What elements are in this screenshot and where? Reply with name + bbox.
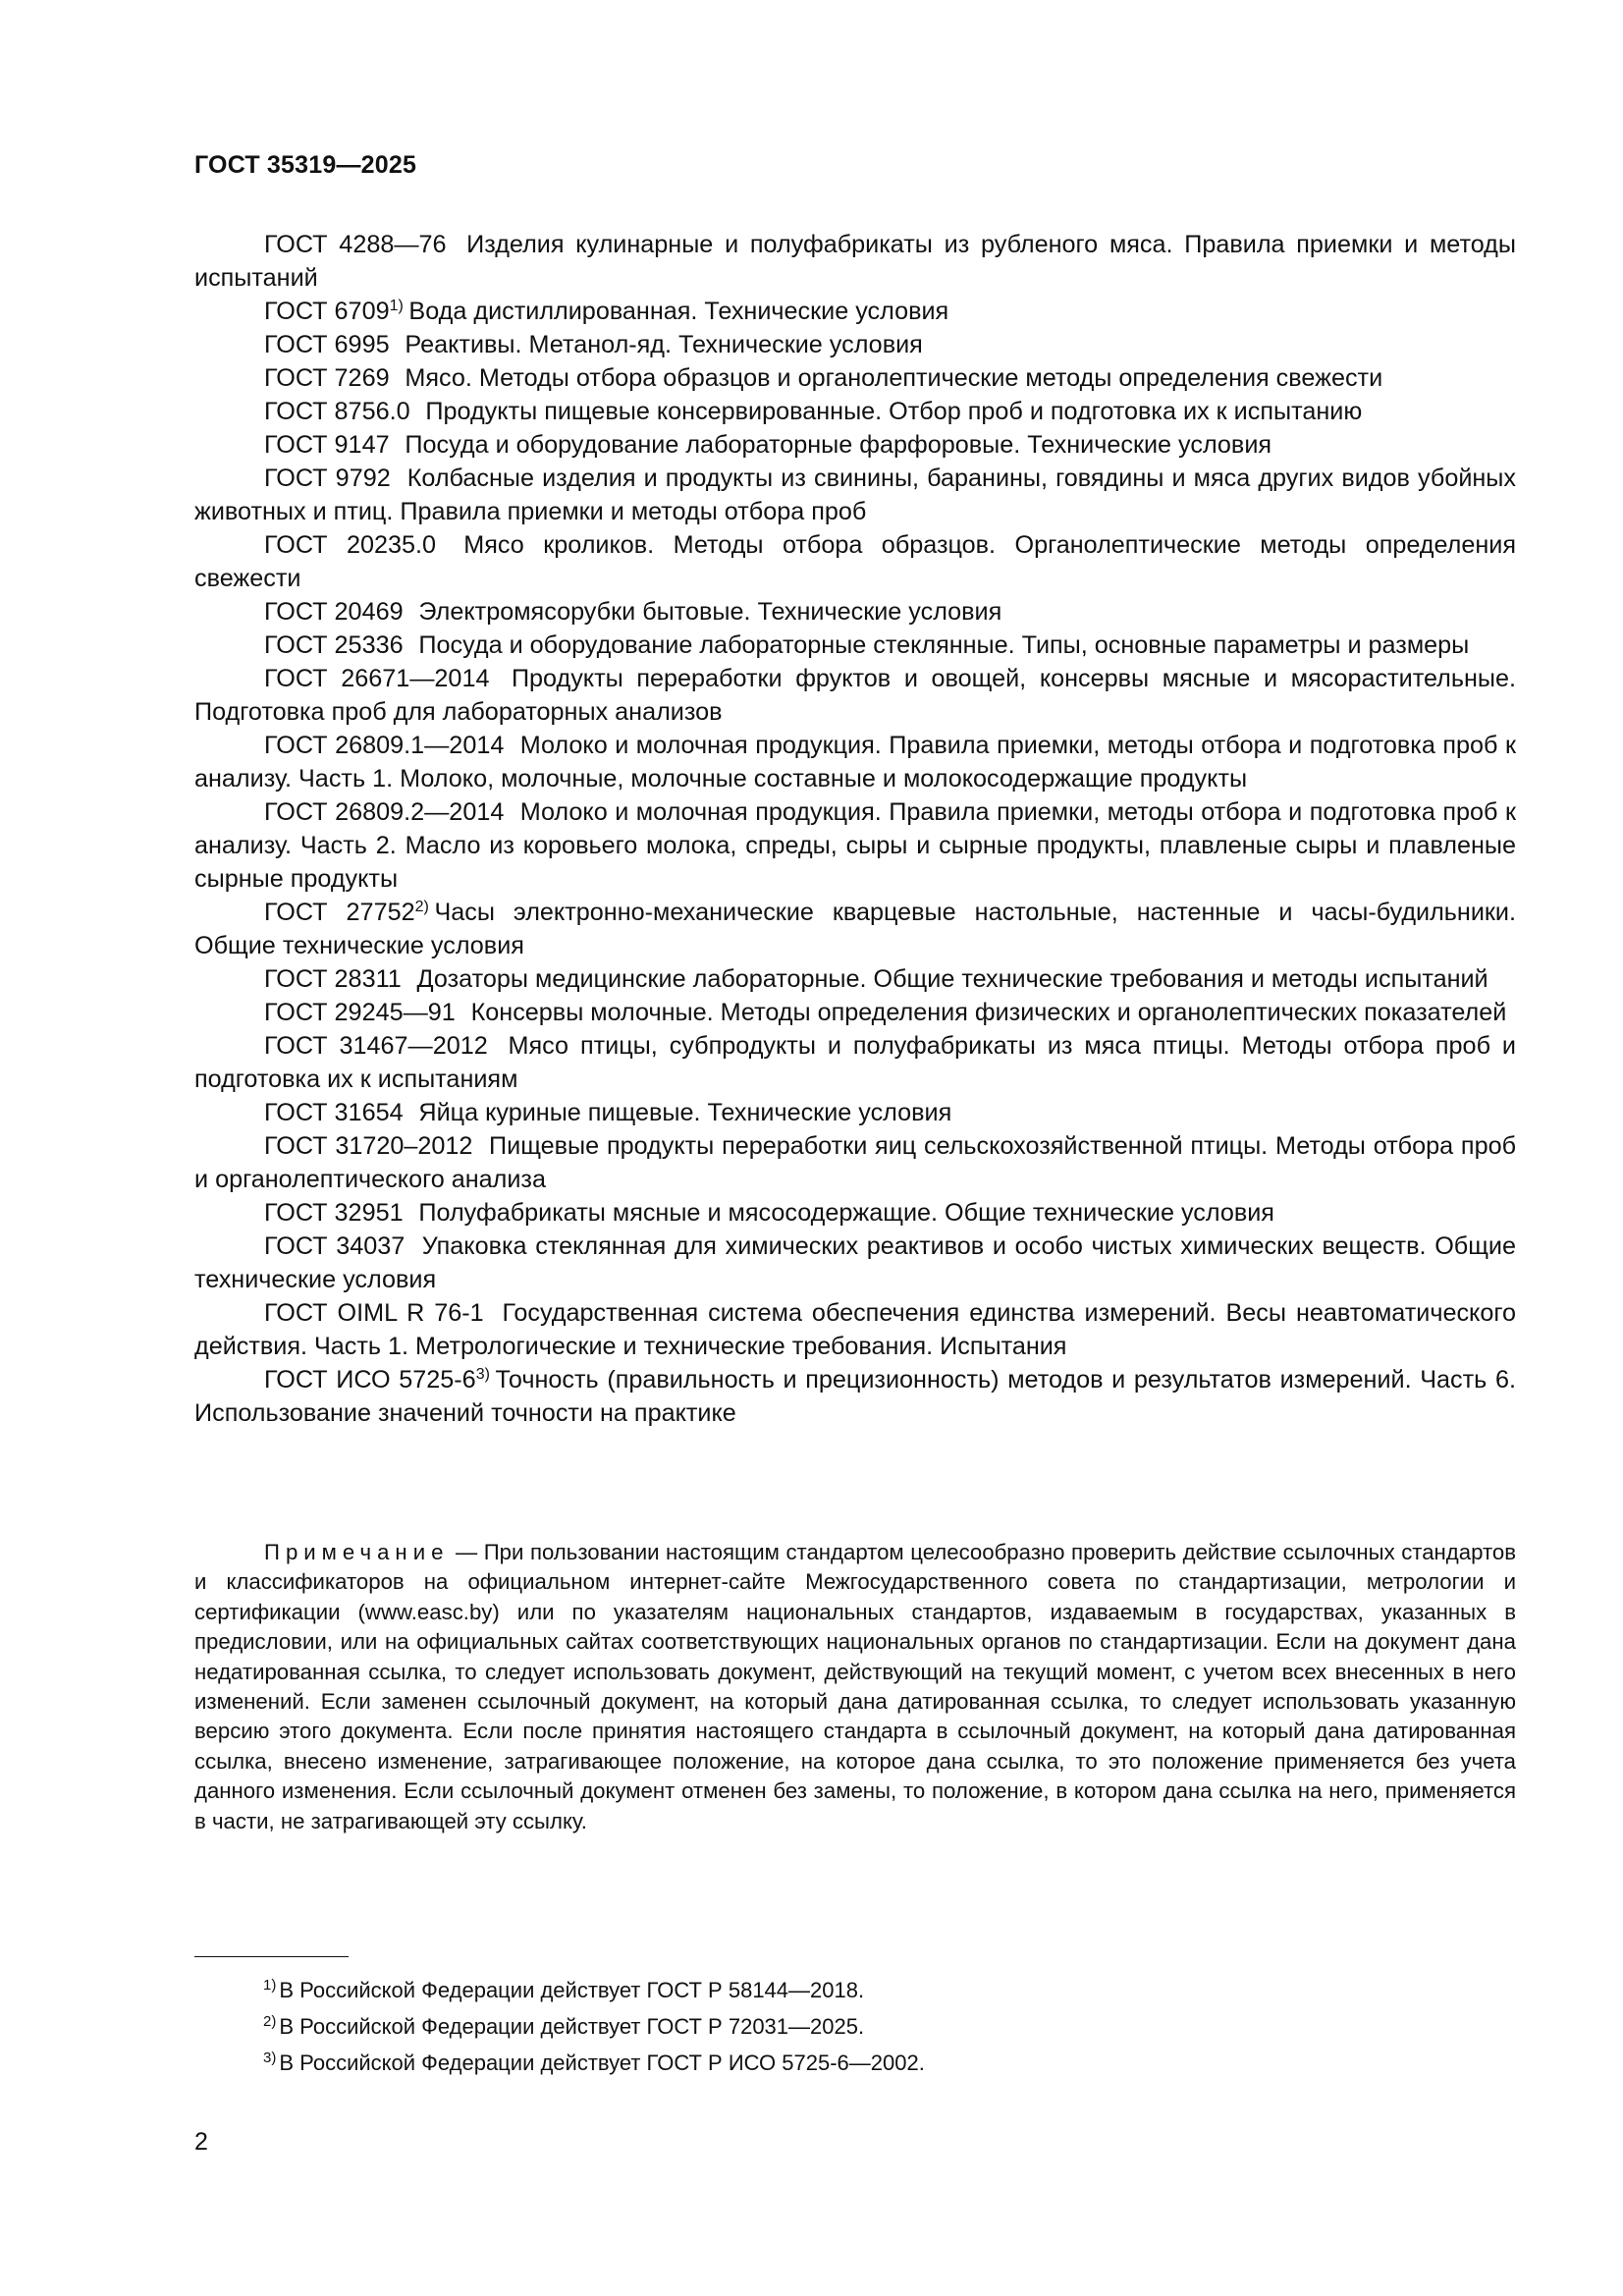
reference-code: ГОСТ 26809.2—2014: [264, 798, 505, 826]
footnote-text: В Российской Федерации действует ГОСТ Р 72031—2025.: [279, 2014, 865, 2039]
reference-code: ГОСТ 9147: [264, 431, 390, 459]
reference-code: ГОСТ OIML R 76-1: [264, 1299, 484, 1327]
reference-entry: [194, 1129, 1516, 1196]
reference-entry: [194, 662, 1516, 729]
reference-title: Мясо. Методы отбора образцов и органолептические методы определения свежести: [405, 364, 1383, 392]
reference-entry: [194, 328, 1516, 361]
reference-code: ГОСТ 7269: [264, 364, 390, 392]
reference-title: Государственная система обеспечения единства измерений. Весы неавтоматического действия. Часть 1. Метрологические и технические требования. Испытания: [194, 1299, 1517, 1360]
footnote-mark: 2): [263, 2013, 277, 2030]
reference-entry: [194, 729, 1516, 795]
reference-entry: [194, 629, 1516, 662]
reference-title: Яйца куриные пищевые. Технические условия: [418, 1099, 952, 1126]
reference-title: Продукты переработки фруктов и овощей, консервы мясные и мясорастительные. Подготовка проб для лабораторных анализов: [194, 665, 1517, 726]
document-header: ГОСТ 35319—2025: [194, 151, 417, 179]
reference-title: Молоко и молочная продукция. Правила приемки, методы отбора и подготовка проб к анализу. Часть 1. Молоко, молочные, молочные составные и молокосодержащие продукты: [194, 732, 1517, 793]
reference-entry: [194, 528, 1516, 595]
reference-entry: [194, 996, 1516, 1029]
footnote-mark: 3): [475, 1366, 490, 1383]
reference-code: ГОСТ 4288—76: [264, 231, 447, 258]
footnote: [263, 2012, 925, 2042]
reference-entry: [194, 962, 1516, 996]
reference-code: ГОСТ 6995: [264, 331, 390, 358]
reference-entry: [194, 1029, 1516, 1096]
reference-entry: [194, 428, 1516, 462]
reference-entry: [194, 896, 1516, 962]
reference-code: ГОСТ 31720–2012: [264, 1132, 473, 1160]
reference-code: ГОСТ 20235.0: [264, 531, 437, 559]
reference-entry: [194, 1196, 1516, 1230]
reference-title: Полуфабрикаты мясные и мясосодержащие. Общие технические условия: [418, 1199, 1274, 1227]
reference-title: Посуда и оборудование лабораторные фарфоровые. Технические условия: [405, 431, 1272, 459]
reference-entry: [194, 462, 1516, 528]
reference-title: Изделия кулинарные и полуфабрикаты из рубленого мяса. Правила приемки и методы испытаний: [194, 231, 1516, 292]
reference-code: ГОСТ 6709: [264, 298, 390, 325]
reference-title: Мясо птицы, субпродукты и полуфабрикаты из мяса птицы. Методы отбора проб и подготовка их к испытаниям: [194, 1032, 1517, 1093]
reference-title: Электромясорубки бытовые. Технические условия: [418, 598, 1002, 626]
reference-code: ГОСТ 8756.0: [264, 398, 410, 425]
footnote: [263, 1976, 925, 2005]
reference-code: ГОСТ 29245—91: [264, 999, 456, 1026]
reference-entry: [194, 295, 1516, 328]
reference-title: Продукты пищевые консервированные. Отбор проб и подготовка их к испытанию: [425, 398, 1363, 425]
reference-code: ГОСТ 28311: [264, 965, 402, 993]
reference-entry: [194, 1096, 1516, 1129]
reference-title: Дозаторы медицинские лабораторные. Общие технические требования и методы испытаний: [416, 965, 1488, 993]
reference-entry: [194, 228, 1516, 295]
reference-title: Посуда и оборудование лабораторные стеклянные. Типы, основные параметры и размеры: [418, 631, 1470, 659]
reference-code: ГОСТ 9792: [264, 465, 391, 492]
reference-title: Колбасные изделия и продукты из свинины, баранины, говядины и мяса других видов убойных животных и птиц. Правила приемки и методы отбора проб: [194, 465, 1517, 525]
reference-entry: [194, 1296, 1516, 1363]
usage-note: [194, 1538, 1516, 1836]
reference-code: ГОСТ 31467—2012: [264, 1032, 488, 1060]
reference-entry: [194, 395, 1516, 428]
reference-code: ГОСТ 32951: [264, 1199, 404, 1227]
footnote-mark: 1): [263, 1977, 277, 1994]
reference-code: ГОСТ 20469: [264, 598, 404, 626]
reference-title: Упаковка стеклянная для химических реактивов и особо чистых химических веществ. Общие технические условия: [194, 1232, 1517, 1293]
reference-title: Мясо кроликов. Методы отбора образцов. Органолептические методы определения свежести: [194, 531, 1517, 592]
reference-title: Реактивы. Метанол-яд. Технические условия: [405, 331, 923, 358]
reference-title: Точность (правильность и прецизионность) методов и результатов измерений. Часть 6. Использование значений точности на практике: [194, 1366, 1516, 1427]
reference-title: Часы электронно-механические кварцевые настольные, настенные и часы-будильники. Общие технические условия: [194, 899, 1517, 959]
reference-entry: [194, 1230, 1516, 1296]
reference-title: Консервы молочные. Методы определения физических и органолептических показателей: [470, 999, 1507, 1026]
reference-code: ГОСТ 26671—2014: [264, 665, 490, 692]
reference-code: ГОСТ 27752: [264, 899, 415, 926]
reference-title: Пищевые продукты переработки яиц сельскохозяйственной птицы. Методы отбора проб и органолептического анализа: [194, 1132, 1517, 1193]
footnote-mark: 3): [263, 2050, 277, 2066]
reference-code: ГОСТ 31654: [264, 1099, 404, 1126]
reference-entry: [194, 595, 1516, 629]
footnote-separator: [194, 1956, 349, 1957]
reference-entry: [194, 795, 1516, 896]
reference-title: Молоко и молочная продукция. Правила приемки, методы отбора и подготовка проб к анализу. Часть 2. Масло из коровьего молока, спреды, сыры и сырные продукты, плавленые сыры и плавленые сырные продукты: [194, 798, 1517, 893]
footnote-text: В Российской Федерации действует ГОСТ Р ИСО 5725-6—2002.: [279, 2050, 925, 2075]
note-label: Примечание: [264, 1540, 450, 1564]
reference-code: ГОСТ 25336: [264, 631, 404, 659]
footnote-mark: 1): [389, 298, 404, 314]
note-text: — При пользовании настоящим стандартом целесообразно проверить действие ссылочных стандартов и классификаторов на официальном интернет-сайте Межгосударственного совета по стандартизации, метрологии и сертификации (www.easc.by) или по указателям национальных стандартов, издаваемым в государствах, указанных в предисловии, или на официальных сайтах соответствующих национальных органов по стандартизации. Если на документ дана недатированная ссылка, то следует использовать документ, действующий на текущий момент, с учетом всех внесенных в него изменений. Если заменен ссылочный документ, на который дана датированная ссылка, то следует использовать указанную версию этого документа. Если после принятия настоящего стандарта в ссылочный документ, на который дана датированная ссылка, внесено изменение, затрагивающее положение, на которое дана ссылка, то это положение применяется без учета данного изменения. Если ссылочный документ отменен без замены, то положение, в котором дана ссылка на него, применяется в части, не затрагивающей эту ссылку.: [194, 1540, 1516, 1833]
footnote-mark: 2): [414, 899, 429, 915]
page-number: 2: [194, 2128, 208, 2156]
normative-references-list: [194, 228, 1516, 1430]
reference-code: ГОСТ 26809.1—2014: [264, 732, 505, 759]
reference-title: Вода дистиллированная. Технические условия: [408, 298, 949, 325]
reference-code: ГОСТ ИСО 5725-6: [264, 1366, 476, 1394]
reference-entry: [194, 1363, 1516, 1430]
reference-code: ГОСТ 34037: [264, 1232, 406, 1260]
reference-entry: [194, 361, 1516, 395]
footnotes: [263, 1976, 925, 2085]
footnote: [263, 2049, 925, 2078]
footnote-text: В Российской Федерации действует ГОСТ Р 58144—2018.: [279, 1978, 865, 2002]
